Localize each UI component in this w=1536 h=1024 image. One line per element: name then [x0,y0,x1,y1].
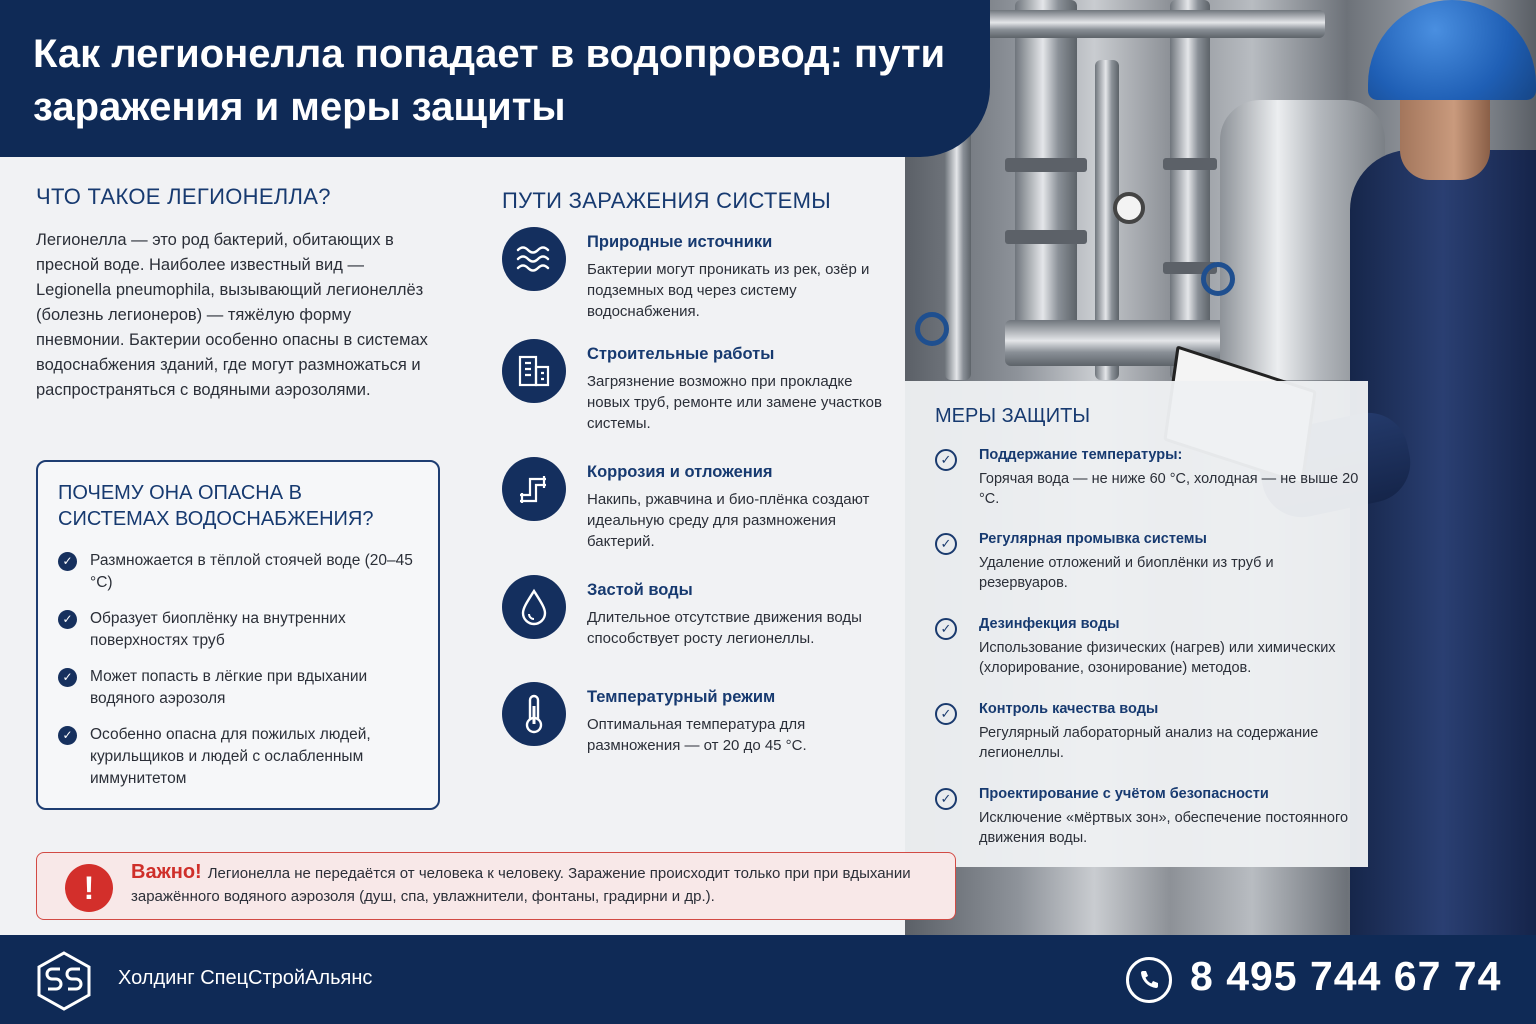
pipe-icon [502,457,566,521]
protection-panel: МЕРЫ ЗАЩИТЫ ✓ Поддержание температуры: Горячая вода — не ниже 60 °C, холодная — не выше 20 °C. ✓ Регулярная промывка системы Удаление отложений и биоплёнки из труб и резервуаров. ✓ Дезинфекция воды Использование физических (нагрев) или химических (хлорирование, озонирование) методов. ✓ Контроль качества воды Регулярный лабораторный анализ на содержание легионеллы. ✓ Проектирование с учётом безопасности Исключение «мёртвых зон», обеспечение постоянного движения воды. [905,381,1368,867]
company-logo-icon [36,951,92,1011]
helmet-icon [1368,0,1536,100]
about-heading: ЧТО ТАКОЕ ЛЕГИОНЕЛЛА? [36,184,331,209]
thermometer-icon [502,682,566,746]
check-icon: ✓ [58,726,77,745]
list-item: ✓ Особенно опасна для пожилых людей, курильщиков и людей с ослабленным иммунитетом [58,724,428,790]
about-text: Легионелла — это род бактерий, обитающих в пресной воде. Наиболее известный вид — Legionella pneumophila, вызывающий легионеллёз (болезнь легионеров) — тяжёлую форму пневмонии. Бактерии особенно опасны в системах водоснабжения зданий, где могут размножаться и распространяться с водяными аэрозолями. [36,231,428,399]
protection-heading: МЕРЫ ЗАЩИТЫ [935,405,1091,427]
list-item: ✓ Размножается в тёплой стоячей воде (20–45 °C) [58,550,428,594]
water-drop-icon [502,575,566,639]
waves-icon [502,227,566,291]
important-note [36,852,956,920]
list-item: ✓ Может попасть в лёгкие при вдыхании водяного аэрозоля [58,666,428,710]
phone-number[interactable]: 8 495 744 67 74 [1190,953,1502,999]
phone-icon[interactable] [1126,957,1172,1003]
check-icon: ✓ [58,552,77,571]
check-circle-icon: ✓ [935,788,957,810]
important-text: Легионелла не передаётся от человека к человеку. Заражение происходит только при при вдыхании заражённого водяного аэрозоля (душ, спа, увлажнители, фонтаны, градирни и др.). [131,865,911,905]
page-title: Как легионелла попадает в водопровод: пути заражения и меры защиты [33,32,946,129]
check-icon: ✓ [58,668,77,687]
list-item: ✓ Образует биоплёнку на внутренних поверхностях труб [58,608,428,652]
danger-heading: ПОЧЕМУ ОНА ОПАСНА В СИСТЕМАХ ВОДОСНАБЖЕНИЯ? [58,482,374,530]
important-label: Важно! [131,861,202,883]
footer [0,935,1536,1024]
danger-box [36,460,440,810]
exclamation-icon: ! [65,864,113,912]
danger-list [58,550,428,804]
check-circle-icon: ✓ [935,449,957,471]
company-name: Холдинг СпецСтройАльянс [118,967,373,989]
header-banner [0,0,990,157]
paths-heading: ПУТИ ЗАРАЖЕНИЯ СИСТЕМЫ [502,188,832,213]
check-circle-icon: ✓ [935,703,957,725]
check-icon: ✓ [58,610,77,629]
check-circle-icon: ✓ [935,533,957,555]
building-icon [502,339,566,403]
check-circle-icon: ✓ [935,618,957,640]
